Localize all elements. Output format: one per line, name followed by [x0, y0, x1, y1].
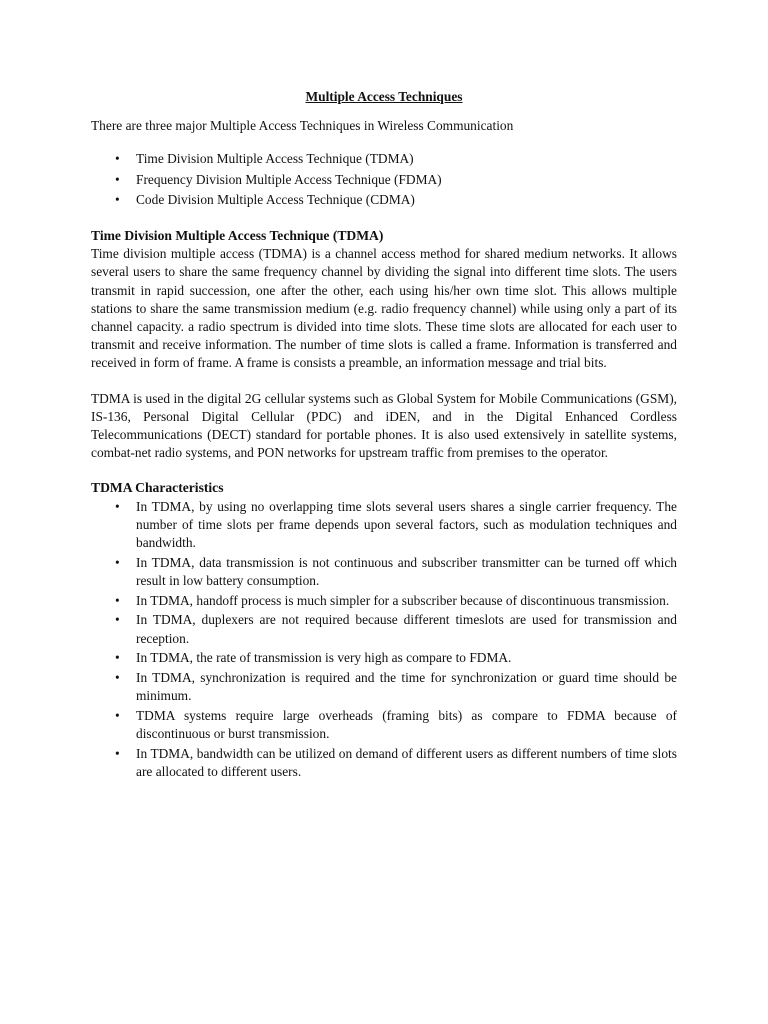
list-item: [91, 171, 677, 189]
characteristics-heading: TDMA Characteristics: [91, 480, 224, 496]
list-item-text: In TDMA, handoff process is much simpler for a subscriber because of discontinuous transmission.: [136, 592, 670, 608]
list-item-text: In TDMA, the rate of transmission is very high as compare to FDMA.: [136, 650, 512, 666]
list-item-text: In TDMA, data transmission is not continuous and subscriber transmitter can be turned off which result in low battery consumption.: [136, 554, 677, 588]
tdma-paragraph-1: Time division multiple access (TDMA) is a channel access method for shared medium networks. It allows several users to share the same frequency channel by dividing the signal into different time slots. The users transmit in rapid succession, one after the other, each using his/her own time slot. This allows multiple stations to share the same transmission medium (e.g. radio frequency channel) while using only a part of its channel capacity. a radio spectrum is divided into time slots. These time slots are allocated for each user to transmit and receive information. The number of time slots is called a frame. Information is transferred and received in form of frame. A frame is consists a preamble, an information message and trial bits.: [91, 246, 677, 371]
document-title: Multiple Access Techniques: [305, 89, 463, 104]
bullet-icon: •: [115, 745, 120, 761]
tdma-paragraph-2: TDMA is used in the digital 2G cellular systems such as Global System for Mobile Communications (GSM), IS-136, Personal Digital Cellular (PDC) and iDEN, and in the Digital Enhanced Cordless Telecommunications (DECT) standard for portable phones. It is also used extensively in satellite systems, combat-net radio systems, and PON networks for upstream traffic from premises to the operator.: [91, 390, 677, 461]
intro-paragraph: There are three major Multiple Access Techniques in Wireless Communication: [91, 118, 514, 134]
list-item: [91, 707, 677, 743]
bullet-icon: •: [115, 498, 120, 514]
list-item: [91, 649, 677, 667]
list-item-text: In TDMA, by using no overlapping time slots several users shares a single carrier frequency. The number of time slots per frame depends upon several factors, such as modulation techniques and bandwidth.: [136, 498, 677, 551]
list-item-text: In TDMA, synchronization is required and the time for synchronization or guard time should be minimum.: [136, 669, 677, 704]
bullet-icon: •: [115, 707, 120, 723]
list-item: [91, 669, 677, 705]
list-item: [91, 611, 677, 647]
list-item-text: Time Division Multiple Access Technique (TDMA): [136, 151, 414, 167]
list-item-text: Code Division Multiple Access Technique (CDMA): [136, 191, 415, 207]
list-item-text: In TDMA, bandwidth can be utilized on demand of different users as different numbers of time slots are allocated to different users.: [136, 745, 677, 779]
bullet-icon: •: [115, 669, 120, 685]
list-item-text: TDMA systems require large overheads (framing bits) as compare to FDMA because of discontinuous or burst transmission.: [136, 707, 677, 742]
list-item-text: Frequency Division Multiple Access Technique (FDMA): [136, 171, 442, 187]
list-item: [91, 745, 677, 781]
bullet-icon: •: [115, 612, 120, 628]
characteristics-list: [91, 498, 677, 782]
list-item-text: In TDMA, duplexers are not required because different timeslots are used for transmission and reception.: [136, 612, 677, 646]
list-item: [91, 498, 677, 553]
list-item: [91, 191, 677, 209]
bullet-icon: •: [115, 650, 120, 666]
tdma-heading: Time Division Multiple Access Technique (TDMA): [91, 228, 384, 244]
document-page: [91, 88, 677, 783]
list-item: [91, 554, 677, 590]
bullet-icon: •: [115, 191, 120, 207]
list-item: [91, 592, 677, 610]
bullet-icon: •: [115, 151, 120, 167]
list-item: [91, 150, 677, 168]
bullet-icon: •: [115, 554, 120, 570]
techniques-list: [91, 150, 677, 209]
bullet-icon: •: [115, 171, 120, 187]
bullet-icon: •: [115, 592, 120, 608]
